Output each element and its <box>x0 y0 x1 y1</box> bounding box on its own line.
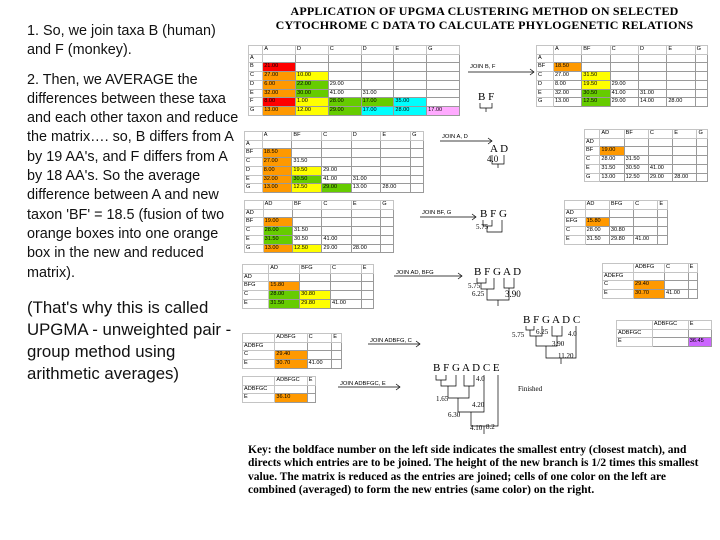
join-label-bf-g: JOIN BF, G <box>422 210 452 216</box>
matrix-row-label: C <box>249 72 263 81</box>
matrix-row-label: E <box>565 235 586 244</box>
matrix-row-label: EFG <box>565 218 586 227</box>
matrix-cell: 28.00 <box>585 227 609 236</box>
matrix-row-label: G <box>537 98 554 107</box>
matrix-cell: 36.45 <box>688 338 711 347</box>
matrix-cell: 28.00 <box>394 106 427 115</box>
matrix-cell: 27.00 <box>263 72 296 81</box>
matrix-column-header: A <box>553 46 581 55</box>
matrix-row-label: ADBFGC <box>243 385 275 394</box>
matrix-cell: 41.00 <box>610 89 638 98</box>
note-upgma-definition: (That's why this is called UPGMA - unweighted pair -group method using arithmetic averages) <box>27 297 232 383</box>
matrix-cell: 29.00 <box>648 173 672 182</box>
dendrogram-1 <box>480 103 492 112</box>
dendrogram-3 <box>483 220 502 232</box>
matrix-row-label: ADEFG <box>603 272 634 281</box>
matrix-cell: 10.00 <box>295 72 328 81</box>
matrix-cell: 29.00 <box>610 80 638 89</box>
matrix-cell: 28.00 <box>263 227 292 236</box>
matrix-row-label: BF <box>245 218 264 227</box>
matrix-row-label: E <box>243 360 275 369</box>
arrow-join-a-d <box>440 138 492 144</box>
matrix-cell: 29.40 <box>275 351 307 360</box>
matrix-column-header: G <box>427 46 460 55</box>
matrix-row-label: AD <box>243 273 269 282</box>
matrix-cell: 31.00 <box>361 89 394 98</box>
matrix-column-header: E <box>351 201 380 210</box>
matrix-cell: 32.00 <box>553 89 581 98</box>
matrix-row-label: A <box>245 140 263 149</box>
matrix-column-header: D <box>351 132 381 141</box>
matrix-cell: 27.00 <box>553 72 581 81</box>
matrix-row-label: C <box>245 227 264 236</box>
matrix-column-header: G <box>695 46 707 55</box>
matrix-column-header: AD <box>263 201 292 210</box>
matrix-cell: 30.70 <box>275 360 307 369</box>
matrix-cell: 41.00 <box>322 235 351 244</box>
matrix-cell: 41.00 <box>648 164 672 173</box>
matrix-column-header: C <box>330 265 361 274</box>
matrix-cell: 13.00 <box>263 244 292 253</box>
matrix-cell: 13.00 <box>553 98 581 107</box>
matrix-row-label: ADBFGC <box>617 329 653 338</box>
matrix-column-header: E <box>658 201 668 210</box>
tree-6-taxa: B F G A D C E <box>433 362 500 374</box>
matrix-cell: 27.00 <box>262 158 292 167</box>
matrix-cell: 8.00 <box>262 166 292 175</box>
matrix-cell: 36.10 <box>275 394 307 403</box>
matrix-cell: 28.00 <box>328 98 361 107</box>
matrix-cell: 17.00 <box>361 106 394 115</box>
matrix-column-header: C <box>307 334 332 343</box>
matrix-row-label: A <box>249 54 263 63</box>
matrix-cell: 35.00 <box>394 98 427 107</box>
tree-1-taxa: B F <box>478 91 495 103</box>
figure-title: APPLICATION OF UPGMA CLUSTERING METHOD ON SELECTED CYTOCHROME C DATA TO CALCULATE PHYLOGENETIC RELATIONS <box>275 4 694 32</box>
join-label-adbfg-c: JOIN ADBFG, C <box>370 338 412 344</box>
matrix-cell: 1.00 <box>295 98 328 107</box>
matrix-row-label: F <box>249 98 263 107</box>
matrix-cell: 12.50 <box>292 184 322 193</box>
tree-6-value-c: 4.20 <box>472 401 485 409</box>
matrix-column-header: E <box>307 377 315 386</box>
tree-6-caption: Finished <box>518 385 543 393</box>
matrix-cell: 29.00 <box>328 80 361 89</box>
matrix-column-header: E <box>688 321 711 330</box>
matrix-row-label: E <box>245 235 264 244</box>
matrix-cell: 30.50 <box>293 235 322 244</box>
matrix-cell: 41.00 <box>664 290 688 299</box>
matrix-cell: 29.00 <box>322 244 351 253</box>
join-label-adbfgc-e: JOIN ADBFGC, E <box>340 381 386 387</box>
matrix-cell: 30.50 <box>292 175 322 184</box>
matrix-column-header: A <box>262 132 292 141</box>
matrix-cell: 13.00 <box>263 106 296 115</box>
matrix-row-label: AD <box>585 138 600 147</box>
matrix-cell: 13.00 <box>600 173 624 182</box>
matrix-cell: 14.00 <box>638 98 666 107</box>
matrix-column-header: C <box>634 201 658 210</box>
matrix-cell: 32.00 <box>262 175 292 184</box>
matrix-cell: 31.50 <box>600 164 624 173</box>
matrix-row-label: A <box>537 54 554 63</box>
matrix-cell: 31.50 <box>582 72 610 81</box>
matrix-cell: 18.50 <box>553 63 581 72</box>
matrix-column-header: BFG <box>609 201 633 210</box>
matrix-cell: 31.50 <box>624 156 648 165</box>
matrix-cell: 17.00 <box>361 98 394 107</box>
matrix-row-label: E <box>243 394 275 403</box>
tree-4-value-b: 6.25 <box>472 290 485 298</box>
matrix-column-header: G <box>381 201 394 210</box>
matrix-column-header: E <box>381 132 411 141</box>
matrix-cell: 17.00 <box>427 106 460 115</box>
arrow-join-ad-bfg <box>394 273 462 279</box>
matrix-row-label: C <box>603 281 634 290</box>
matrix-row-label: BFG <box>243 282 269 291</box>
join-label-ad-bfg: JOIN AD, BFG <box>396 270 434 276</box>
tree-5-value-d: 4.0 <box>568 330 577 338</box>
matrix-cell: 41.00 <box>328 89 361 98</box>
matrix-cell: 31.50 <box>263 235 292 244</box>
matrix-column-header: E <box>332 334 342 343</box>
matrix-cell: 12.50 <box>624 173 648 182</box>
matrix-row-label: E <box>617 338 653 347</box>
matrix-cell: 41.00 <box>634 235 658 244</box>
matrix-column-header: E <box>673 130 697 139</box>
matrix-cell: 29.80 <box>300 299 331 308</box>
dendrogram-4 <box>477 278 514 306</box>
matrix-column-header: E <box>361 265 373 274</box>
matrix-row-label: C <box>243 351 275 360</box>
matrix-cell: 15.80 <box>585 218 609 227</box>
tree-2-taxa: A D <box>490 143 509 155</box>
matrix-column-header: ADBFGC <box>275 377 307 386</box>
tree-4-value-c: 3.90 <box>505 289 521 299</box>
tree-3-value: 5.75 <box>476 223 489 231</box>
matrix-cell: 28.00 <box>269 291 300 300</box>
matrix-cell: 29.40 <box>633 281 664 290</box>
matrix-row-label: E <box>537 89 554 98</box>
matrix-row-label: B <box>249 63 263 72</box>
dendrogram-6 <box>436 375 498 434</box>
matrix-column-header: BF <box>293 201 322 210</box>
matrix-row-label: D <box>245 166 263 175</box>
matrix-cell: 8.00 <box>263 98 296 107</box>
matrix-cell: 28.00 <box>381 184 411 193</box>
arrow-join-b-f <box>468 69 534 75</box>
matrix-row-label: BF <box>245 149 263 158</box>
matrix-row-label: BF <box>585 147 600 156</box>
matrix-row-label: G <box>249 106 263 115</box>
matrix-column-header: C <box>322 201 351 210</box>
note-step-1: 1. So, we join taxa B (human) and F (monkey). <box>27 23 216 59</box>
tree-6-value-e: 4.10 <box>470 424 483 432</box>
tree-5-taxa: B F G A D C <box>523 314 581 326</box>
matrix-cell: 41.00 <box>307 360 332 369</box>
matrix-column-header: BF <box>624 130 648 139</box>
matrix-row-label: G <box>245 244 264 253</box>
dendrogram-5 <box>526 326 576 364</box>
matrix-cell: 22.00 <box>295 80 328 89</box>
matrix-column-header: E <box>667 46 695 55</box>
matrix-cell: 41.00 <box>330 299 361 308</box>
matrix-cell: 12.00 <box>295 106 328 115</box>
matrix-cell: 30.50 <box>582 89 610 98</box>
matrix-cell: 30.00 <box>295 89 328 98</box>
matrix-row-label: AD <box>245 209 264 218</box>
tree-5-value-b: 6.25 <box>536 328 549 336</box>
matrix-column-header: C <box>648 130 672 139</box>
matrix-column-header: G <box>697 130 708 139</box>
matrix-cell: 32.00 <box>263 89 296 98</box>
matrix-row-label: D <box>249 80 263 89</box>
matrix-cell: 13.00 <box>262 184 292 193</box>
matrix-row-label: G <box>585 173 600 182</box>
tree-4-value-a: 5.75 <box>468 282 481 290</box>
matrix-cell: 31.50 <box>269 299 300 308</box>
matrix-row-label: C <box>565 227 586 236</box>
matrix-cell: 29.00 <box>328 106 361 115</box>
matrix-cell: 30.80 <box>300 291 331 300</box>
tree-3-taxa: B F G <box>480 208 507 220</box>
tree-6-value-f: 8.2 <box>486 423 495 431</box>
matrix-cell: 29.00 <box>322 184 352 193</box>
matrix-column-header: AD <box>269 265 300 274</box>
matrix-cell: 31.50 <box>585 235 609 244</box>
key-legend: Key: the boldface number on the left side indicates the smallest entry (closest match), and directs which entries are to be joined. The height of the new branch is 1/2 times this smallest value. The matrix is reduced as the entries are joined; cells of one color on the left are combined (averaged) to form the new entries (same color) on the right. <box>248 444 699 496</box>
matrix-row-label: ADBFG <box>243 342 275 351</box>
matrix-cell: 19.00 <box>600 147 624 156</box>
matrix-cell: 30.70 <box>633 290 664 299</box>
tree-5-value-e: 11.20 <box>558 352 574 360</box>
arrow-join-adbfgc-e <box>338 384 400 390</box>
matrix-cell: 28.00 <box>351 244 380 253</box>
matrix-cell: 29.80 <box>609 235 633 244</box>
matrix-cell: 12.50 <box>293 244 322 253</box>
tree-6-value-a: 4.0 <box>476 375 485 383</box>
matrix-cell: 41.00 <box>322 175 352 184</box>
tree-6-value-b: 1.65 <box>436 395 449 403</box>
matrix-column-header: C <box>322 132 352 141</box>
matrix-cell: 31.50 <box>293 227 322 236</box>
matrix-column-header: BF <box>582 46 610 55</box>
matrix-cell: 30.50 <box>624 164 648 173</box>
matrix-row-label: E <box>249 89 263 98</box>
matrix-row-label: C <box>537 72 554 81</box>
dendrogram-2 <box>492 155 504 168</box>
matrix-row-label: E <box>603 290 634 299</box>
matrix-row-label: G <box>245 184 263 193</box>
matrix-row-label: AD <box>565 209 586 218</box>
matrix-row-label: D <box>537 80 554 89</box>
matrix-cell: 31.50 <box>292 158 322 167</box>
matrix-column-header: ADBFG <box>275 334 307 343</box>
matrix-cell: 29.00 <box>322 166 352 175</box>
matrix-cell: 8.00 <box>553 80 581 89</box>
matrix-row-label: C <box>585 156 600 165</box>
matrix-cell: 28.00 <box>600 156 624 165</box>
matrix-cell: 28.00 <box>673 173 697 182</box>
matrix-row-label: E <box>245 175 263 184</box>
matrix-column-header: C <box>328 46 361 55</box>
matrix-cell: 31.00 <box>638 89 666 98</box>
explanation-notes <box>27 22 239 385</box>
matrix-row-label: C <box>245 158 263 167</box>
matrix-cell: 19.50 <box>582 80 610 89</box>
matrix-column-header: E <box>394 46 427 55</box>
tree-5-value-a: 5.75 <box>512 331 525 339</box>
matrix-row-label: E <box>585 164 600 173</box>
matrix-column-header: D <box>638 46 666 55</box>
tree-5-value-c: 3.90 <box>552 340 565 348</box>
matrix-row-label: E <box>243 299 269 308</box>
matrix-column-header: ADBFGC <box>652 321 688 330</box>
arrow-join-bf-g <box>420 214 476 220</box>
matrix-column-header: E <box>688 264 697 273</box>
matrix-cell: 19.00 <box>263 218 292 227</box>
matrix-cell: 21.00 <box>263 63 296 72</box>
matrix-column-header: D <box>295 46 328 55</box>
matrix-column-header: AD <box>585 201 609 210</box>
join-label-b-f: JOIN B, F <box>470 64 496 70</box>
matrix-column-header: C <box>664 264 688 273</box>
matrix-row-label: C <box>243 291 269 300</box>
join-label-a-d: JOIN A, D <box>442 134 468 140</box>
matrix-column-header: C <box>610 46 638 55</box>
matrix-cell: 30.80 <box>609 227 633 236</box>
matrix-row-label: BF <box>537 63 554 72</box>
matrix-cell: 12.50 <box>582 98 610 107</box>
arrow-join-adbfg-c <box>368 341 420 347</box>
matrix-cell: 15.80 <box>269 282 300 291</box>
upgma-figure <box>236 0 720 540</box>
matrix-cell: 29.00 <box>610 98 638 107</box>
matrix-column-header: D <box>361 46 394 55</box>
matrix-column-header: G <box>411 132 424 141</box>
matrix-column-header: ADBFG <box>633 264 664 273</box>
tree-2-value: 4.0 <box>487 154 499 164</box>
matrix-cell: 19.50 <box>292 166 322 175</box>
matrix-cell: 31.00 <box>351 175 381 184</box>
matrix-column-header: AD <box>600 130 624 139</box>
matrix-column-header: BFG <box>300 265 331 274</box>
note-step-2: 2. Then, we AVERAGE the differences between these taxa and each other taxon and reduce the matrix…. so, B differs from A by 19 AA's, and F differs from A by 18 AA's. So the average difference between A and new taxon 'BF' = 18.5 (fusion of two orange boxes into one orange box in the new and reduced matrix). <box>27 71 239 281</box>
matrix-cell: 18.50 <box>262 149 292 158</box>
matrix-column-header: BF <box>292 132 322 141</box>
matrix-cell: 6.00 <box>263 80 296 89</box>
arrows-and-dendrograms <box>236 0 720 440</box>
matrix-cell: 28.00 <box>667 98 695 107</box>
matrix-cell: 13.00 <box>351 184 381 193</box>
tree-4-taxa: B F G A D <box>474 266 522 278</box>
tree-6-value-d: 6.30 <box>448 411 461 419</box>
matrix-column-header: A <box>263 46 296 55</box>
